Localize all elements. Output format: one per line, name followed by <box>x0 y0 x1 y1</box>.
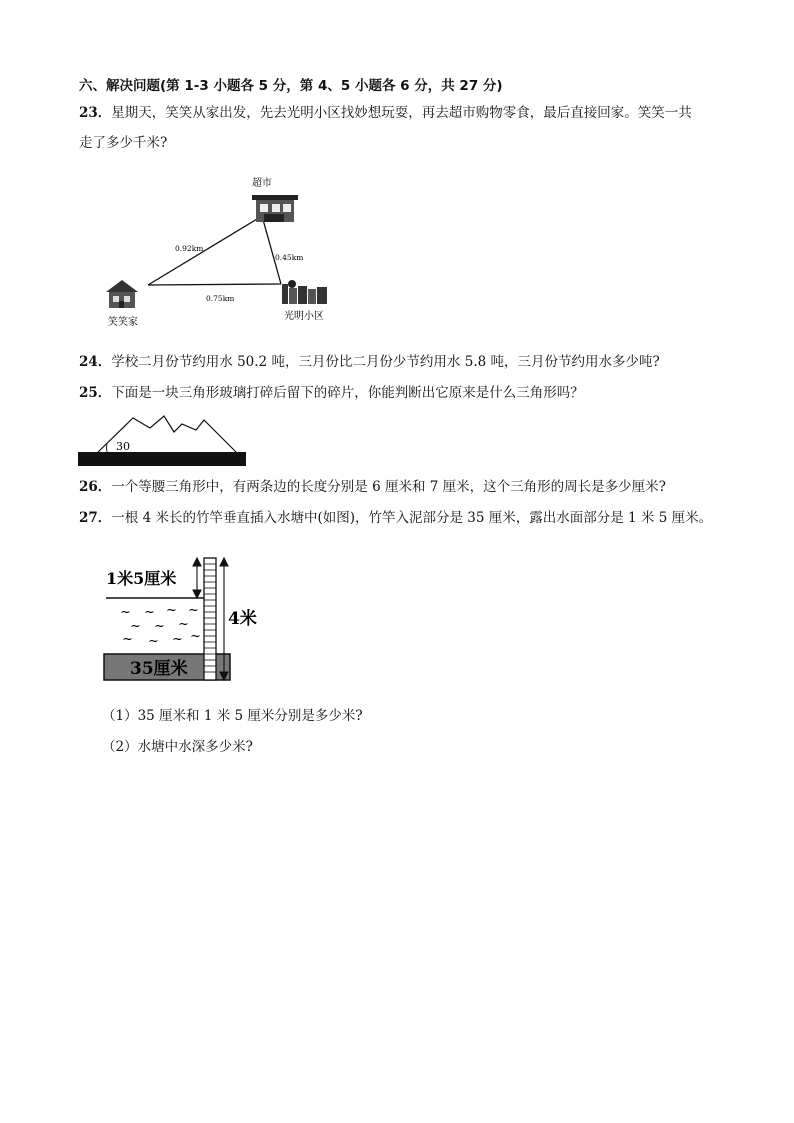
label-community: 光明小区 <box>284 311 324 322</box>
label-above-water: 1米5厘米 <box>106 569 177 588</box>
svg-text:~: ~ <box>130 619 141 634</box>
question-24-text: 学校二月份节约用水 50.2 吨，三月份比二月份少节约用水 5.8 吨，三月份节约用水多少吨? <box>111 354 660 370</box>
base-bar <box>78 452 246 466</box>
community-buildings-icon <box>282 280 327 304</box>
home-house-icon <box>106 280 138 308</box>
question-26-number: 26． <box>79 479 112 495</box>
svg-text:~: ~ <box>154 619 165 634</box>
question-27 <box>79 509 712 527</box>
question-25-number: 25． <box>79 385 112 401</box>
svg-text:~: ~ <box>122 632 133 647</box>
label-dist-supermarket-community: 0.45km <box>275 253 304 262</box>
question-25 <box>79 384 584 402</box>
edge-home-supermarket <box>148 216 262 285</box>
question-26 <box>79 478 666 496</box>
question-23-line-1 <box>79 104 692 122</box>
question-23-text: 星期天，笑笑从家出发，先去光明小区找妙想玩耍，再去超市购物零食，最后直接回家。笑笑一共 <box>111 105 692 121</box>
question-25-text: 下面是一块三角形玻璃打碎后留下的碎片，你能判断出它原来是什么三角形吗？ <box>111 385 584 401</box>
label-supermarket: 超市 <box>252 178 272 189</box>
route-triangle-figure <box>96 168 346 328</box>
svg-text:~: ~ <box>148 634 159 649</box>
svg-text:~: ~ <box>120 605 131 620</box>
angle-label: 30 <box>116 440 130 453</box>
question-27-sub-2: （2）水塘中水深多少米? <box>102 739 253 755</box>
svg-text:~: ~ <box>190 629 201 644</box>
label-dist-home-supermarket: 0.92km <box>175 244 204 253</box>
broken-glass-figure <box>78 410 248 468</box>
question-23-line-2: 走了多少千米? <box>79 135 168 151</box>
svg-text:~: ~ <box>144 605 155 620</box>
svg-text:~: ~ <box>178 617 189 632</box>
question-24 <box>79 353 660 371</box>
svg-text:~: ~ <box>188 603 199 618</box>
label-total-length: 4米 <box>228 609 257 629</box>
question-27-number: 27． <box>79 510 112 526</box>
water-waves <box>120 603 201 649</box>
dimension-above-water <box>193 558 201 598</box>
question-24-number: 24． <box>79 354 112 370</box>
svg-text:~: ~ <box>172 632 183 647</box>
supermarket-building-icon <box>252 195 298 222</box>
question-27-text: 一根 4 米长的竹竿垂直插入水塘中(如图)，竹竿入泥部分是 35 厘米，露出水面部分是 1 米 5 厘米。 <box>111 510 713 526</box>
edge-home-community <box>148 284 281 285</box>
question-26-text: 一个等腰三角形中，有两条边的长度分别是 6 厘米和 7 厘米，这个三角形的周长是多少厘米? <box>111 479 666 495</box>
svg-text:~: ~ <box>166 603 177 618</box>
bamboo-pond-figure <box>100 550 275 685</box>
label-dist-home-community: 0.75km <box>206 294 235 303</box>
question-27-sub-1: （1）35 厘米和 1 米 5 厘米分别是多少米? <box>102 708 363 724</box>
question-23-number: 23． <box>79 105 112 121</box>
edge-supermarket-community <box>262 216 281 284</box>
section-heading: 六、解决问题(第 1-3 小题各 5 分，第 4、5 小题各 6 分，共 27 分) <box>79 78 503 94</box>
label-mud: 35厘米 <box>130 659 188 679</box>
label-home: 笑笑家 <box>108 317 138 328</box>
